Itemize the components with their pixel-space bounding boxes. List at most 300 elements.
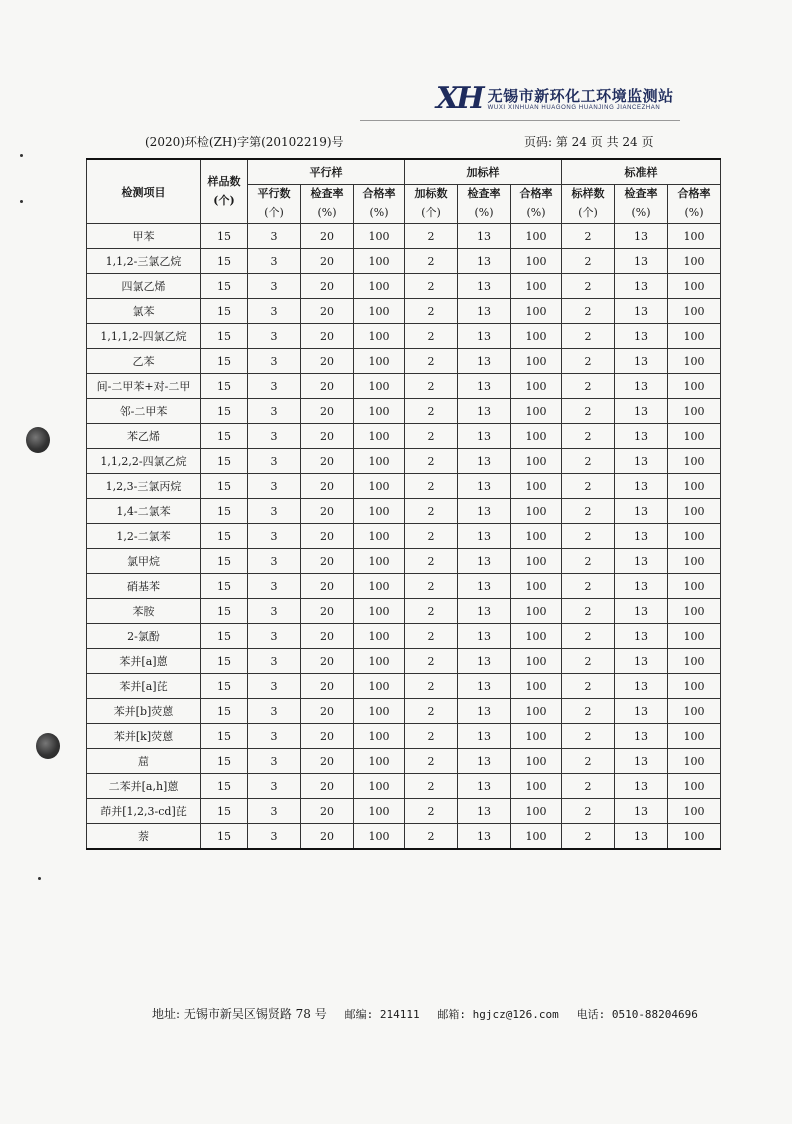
table-row — [87, 524, 721, 549]
cell-t-check: 13 — [615, 349, 668, 374]
cell-samples: 15 — [201, 549, 248, 574]
cell-p-count: 3 — [248, 474, 301, 499]
cell-t-count: 2 — [562, 774, 615, 799]
table-row — [87, 674, 721, 699]
cell-s-count: 2 — [405, 799, 458, 824]
cell-p-pass: 100 — [354, 274, 405, 299]
cell-p-check: 20 — [301, 424, 354, 449]
cell-t-pass: 100 — [668, 574, 721, 599]
cell-s-check: 13 — [458, 624, 511, 649]
table-row — [87, 824, 721, 850]
cell-t-pass: 100 — [668, 274, 721, 299]
header-label: 合格率 — [677, 187, 711, 200]
cell-s-check: 13 — [458, 699, 511, 724]
table-row — [87, 324, 721, 349]
cell-p-check: 20 — [301, 699, 354, 724]
cell-item: 1,4-二氯苯 — [87, 499, 201, 524]
cell-s-check: 13 — [458, 549, 511, 574]
header-parallel-pass — [354, 185, 405, 224]
cell-item: 二苯并[a,h]蒽 — [87, 774, 201, 799]
table-row — [87, 399, 721, 424]
footer-phone: 电话: 0510-88204696 — [576, 1008, 698, 1021]
cell-item: 茚并[1,2,3-cd]芘 — [87, 799, 201, 824]
cell-samples: 15 — [201, 524, 248, 549]
header-label: 检查率 — [310, 187, 344, 200]
punch-hole — [36, 733, 60, 759]
table-row — [87, 549, 721, 574]
cell-p-check: 20 — [301, 574, 354, 599]
cell-samples: 15 — [201, 574, 248, 599]
table-row — [87, 474, 721, 499]
cell-t-count: 2 — [562, 799, 615, 824]
cell-s-count: 2 — [405, 499, 458, 524]
cell-t-pass: 100 — [668, 324, 721, 349]
cell-t-check: 13 — [615, 274, 668, 299]
cell-t-check: 13 — [615, 799, 668, 824]
cell-s-check: 13 — [458, 349, 511, 374]
scan-speck — [20, 154, 23, 157]
table-row — [87, 624, 721, 649]
cell-p-check: 20 — [301, 724, 354, 749]
cell-p-check: 20 — [301, 649, 354, 674]
cell-t-check: 13 — [615, 374, 668, 399]
table-body — [87, 224, 721, 850]
logo-mark: XH — [436, 81, 482, 116]
cell-item: 间-二甲苯+对-二甲 — [87, 374, 201, 399]
cell-samples: 15 — [201, 449, 248, 474]
cell-s-check: 13 — [458, 774, 511, 799]
scan-speck — [38, 877, 41, 880]
cell-p-pass: 100 — [354, 249, 405, 274]
cell-t-pass: 100 — [668, 474, 721, 499]
footer-postcode: 邮编: 214111 — [344, 1008, 420, 1021]
cell-s-count: 2 — [405, 599, 458, 624]
cell-s-pass: 100 — [511, 724, 562, 749]
cell-p-check: 20 — [301, 599, 354, 624]
table-row — [87, 599, 721, 624]
cell-t-check: 13 — [615, 449, 668, 474]
cell-samples: 15 — [201, 799, 248, 824]
table-row — [87, 799, 721, 824]
header-parallel-count — [248, 185, 301, 224]
cell-s-count: 2 — [405, 549, 458, 574]
cell-s-count: 2 — [405, 299, 458, 324]
cell-s-check: 13 — [458, 424, 511, 449]
table-row — [87, 574, 721, 599]
cell-t-check: 13 — [615, 599, 668, 624]
cell-t-check: 13 — [615, 399, 668, 424]
cell-samples: 15 — [201, 249, 248, 274]
cell-t-count: 2 — [562, 624, 615, 649]
table-row — [87, 749, 721, 774]
cell-s-pass: 100 — [511, 299, 562, 324]
cell-t-pass: 100 — [668, 449, 721, 474]
cell-p-pass: 100 — [354, 324, 405, 349]
cell-t-count: 2 — [562, 324, 615, 349]
cell-t-check: 13 — [615, 324, 668, 349]
cell-item: 苯并[b]荧蒽 — [87, 699, 201, 724]
cell-p-count: 3 — [248, 724, 301, 749]
cell-s-count: 2 — [405, 824, 458, 850]
cell-p-pass: 100 — [354, 399, 405, 424]
cell-item: 1,2-二氯苯 — [87, 524, 201, 549]
cell-p-count: 3 — [248, 399, 301, 424]
cell-s-check: 13 — [458, 224, 511, 249]
cell-t-count: 2 — [562, 649, 615, 674]
cell-p-pass: 100 — [354, 299, 405, 324]
cell-s-pass: 100 — [511, 499, 562, 524]
cell-s-pass: 100 — [511, 249, 562, 274]
cell-t-pass: 100 — [668, 749, 721, 774]
cell-samples: 15 — [201, 724, 248, 749]
cell-t-pass: 100 — [668, 424, 721, 449]
cell-t-check: 13 — [615, 674, 668, 699]
cell-p-pass: 100 — [354, 474, 405, 499]
cell-p-check: 20 — [301, 774, 354, 799]
cell-t-pass: 100 — [668, 599, 721, 624]
org-logo — [436, 81, 674, 116]
cell-p-check: 20 — [301, 324, 354, 349]
cell-p-check: 20 — [301, 349, 354, 374]
cell-t-count: 2 — [562, 449, 615, 474]
header-parallel-group: 平行样 — [248, 159, 405, 185]
cell-s-pass: 100 — [511, 524, 562, 549]
cell-s-count: 2 — [405, 374, 458, 399]
header-samples — [201, 159, 248, 224]
cell-p-pass: 100 — [354, 624, 405, 649]
cell-t-count: 2 — [562, 224, 615, 249]
cell-t-pass: 100 — [668, 724, 721, 749]
cell-samples: 15 — [201, 599, 248, 624]
logo-text — [488, 87, 674, 111]
cell-item: 2-氯酚 — [87, 624, 201, 649]
table-row — [87, 374, 721, 399]
cell-s-check: 13 — [458, 324, 511, 349]
cell-p-count: 3 — [248, 574, 301, 599]
cell-p-count: 3 — [248, 499, 301, 524]
cell-p-count: 3 — [248, 699, 301, 724]
cell-p-count: 3 — [248, 774, 301, 799]
cell-p-count: 3 — [248, 599, 301, 624]
cell-p-count: 3 — [248, 299, 301, 324]
cell-item: 苯并[a]芘 — [87, 674, 201, 699]
cell-p-count: 3 — [248, 224, 301, 249]
cell-s-count: 2 — [405, 274, 458, 299]
cell-s-count: 2 — [405, 524, 458, 549]
cell-p-pass: 100 — [354, 424, 405, 449]
cell-s-check: 13 — [458, 799, 511, 824]
cell-samples: 15 — [201, 499, 248, 524]
cell-s-pass: 100 — [511, 549, 562, 574]
header-unit: (%) — [631, 206, 651, 219]
cell-t-check: 13 — [615, 299, 668, 324]
cell-t-count: 2 — [562, 374, 615, 399]
cell-s-count: 2 — [405, 574, 458, 599]
cell-s-check: 13 — [458, 599, 511, 624]
cell-p-check: 20 — [301, 299, 354, 324]
cell-p-pass: 100 — [354, 749, 405, 774]
cell-s-check: 13 — [458, 649, 511, 674]
cell-samples: 15 — [201, 674, 248, 699]
cell-t-pass: 100 — [668, 524, 721, 549]
cell-t-pass: 100 — [668, 799, 721, 824]
cell-item: 邻-二甲苯 — [87, 399, 201, 424]
cell-p-count: 3 — [248, 349, 301, 374]
header-spiked-count — [405, 185, 458, 224]
cell-p-pass: 100 — [354, 674, 405, 699]
punch-hole — [26, 427, 50, 453]
cell-p-count: 3 — [248, 374, 301, 399]
header-label: 检查率 — [624, 187, 658, 200]
cell-s-check: 13 — [458, 674, 511, 699]
cell-s-check: 13 — [458, 724, 511, 749]
table-row — [87, 449, 721, 474]
header-standard-count — [562, 185, 615, 224]
cell-samples: 15 — [201, 399, 248, 424]
cell-t-pass: 100 — [668, 649, 721, 674]
footer-address: 地址: 无锡市新吴区锡贤路 78 号 — [152, 1007, 327, 1021]
cell-t-pass: 100 — [668, 824, 721, 850]
cell-s-pass: 100 — [511, 324, 562, 349]
cell-item: 硝基苯 — [87, 574, 201, 599]
cell-t-check: 13 — [615, 649, 668, 674]
cell-s-count: 2 — [405, 699, 458, 724]
cell-item: 四氯乙烯 — [87, 274, 201, 299]
cell-item: 乙苯 — [87, 349, 201, 374]
cell-s-pass: 100 — [511, 349, 562, 374]
table-row — [87, 699, 721, 724]
scan-speck — [20, 200, 23, 203]
cell-item: 苯并[a]蒽 — [87, 649, 201, 674]
table-row — [87, 299, 721, 324]
cell-samples: 15 — [201, 474, 248, 499]
cell-t-pass: 100 — [668, 299, 721, 324]
cell-t-check: 13 — [615, 624, 668, 649]
cell-s-pass: 100 — [511, 399, 562, 424]
header-label: 加标数 — [414, 187, 448, 200]
cell-t-count: 2 — [562, 499, 615, 524]
cell-s-pass: 100 — [511, 474, 562, 499]
cell-t-check: 13 — [615, 249, 668, 274]
cell-s-count: 2 — [405, 674, 458, 699]
cell-p-count: 3 — [248, 624, 301, 649]
cell-s-check: 13 — [458, 374, 511, 399]
header-label: 检查率 — [467, 187, 501, 200]
header-unit: (%) — [684, 206, 704, 219]
cell-t-pass: 100 — [668, 549, 721, 574]
cell-samples: 15 — [201, 624, 248, 649]
cell-p-check: 20 — [301, 449, 354, 474]
cell-s-count: 2 — [405, 399, 458, 424]
cell-samples: 15 — [201, 374, 248, 399]
header-standard-pass — [668, 185, 721, 224]
cell-t-pass: 100 — [668, 249, 721, 274]
cell-s-count: 2 — [405, 224, 458, 249]
cell-s-pass: 100 — [511, 424, 562, 449]
cell-p-check: 20 — [301, 474, 354, 499]
cell-t-pass: 100 — [668, 349, 721, 374]
cell-t-count: 2 — [562, 299, 615, 324]
cell-p-pass: 100 — [354, 774, 405, 799]
cell-t-count: 2 — [562, 599, 615, 624]
header-standard-group: 标准样 — [562, 159, 721, 185]
cell-s-pass: 100 — [511, 624, 562, 649]
table-row — [87, 249, 721, 274]
cell-p-pass: 100 — [354, 549, 405, 574]
header-unit: (%) — [474, 206, 494, 219]
footer-email: 邮箱: hgjcz@126.com — [437, 1008, 559, 1021]
cell-t-count: 2 — [562, 674, 615, 699]
cell-item: 苯并[k]荧蒽 — [87, 724, 201, 749]
cell-t-count: 2 — [562, 724, 615, 749]
cell-s-check: 13 — [458, 274, 511, 299]
cell-s-pass: 100 — [511, 649, 562, 674]
header-unit: (个) — [578, 206, 598, 219]
cell-s-check: 13 — [458, 399, 511, 424]
cell-p-count: 3 — [248, 249, 301, 274]
table-row — [87, 499, 721, 524]
cell-p-check: 20 — [301, 824, 354, 850]
cell-s-pass: 100 — [511, 699, 562, 724]
cell-p-count: 3 — [248, 749, 301, 774]
cell-s-pass: 100 — [511, 374, 562, 399]
cell-p-count: 3 — [248, 524, 301, 549]
cell-p-check: 20 — [301, 399, 354, 424]
cell-s-count: 2 — [405, 774, 458, 799]
cell-t-check: 13 — [615, 824, 668, 850]
cell-p-check: 20 — [301, 549, 354, 574]
cell-item: 1,1,2-三氯乙烷 — [87, 249, 201, 274]
header-samples-label: 样品数 — [207, 174, 241, 188]
header-label: 平行数 — [257, 187, 291, 200]
header-spiked-check — [458, 185, 511, 224]
cell-p-check: 20 — [301, 274, 354, 299]
org-name-cn: 无锡市新环化工环境监测站 — [487, 87, 674, 105]
cell-t-pass: 100 — [668, 399, 721, 424]
cell-s-count: 2 — [405, 749, 458, 774]
cell-s-pass: 100 — [511, 674, 562, 699]
cell-t-check: 13 — [615, 574, 668, 599]
cell-s-pass: 100 — [511, 799, 562, 824]
cell-p-pass: 100 — [354, 574, 405, 599]
cell-p-pass: 100 — [354, 224, 405, 249]
cell-p-check: 20 — [301, 249, 354, 274]
header-unit: (%) — [317, 206, 337, 219]
cell-p-count: 3 — [248, 424, 301, 449]
cell-t-count: 2 — [562, 274, 615, 299]
cell-s-count: 2 — [405, 424, 458, 449]
cell-s-pass: 100 — [511, 449, 562, 474]
footer-contact — [152, 1005, 712, 1022]
cell-s-count: 2 — [405, 724, 458, 749]
cell-p-check: 20 — [301, 749, 354, 774]
cell-s-pass: 100 — [511, 574, 562, 599]
cell-samples: 15 — [201, 824, 248, 850]
cell-p-count: 3 — [248, 549, 301, 574]
cell-p-pass: 100 — [354, 824, 405, 850]
cell-p-pass: 100 — [354, 699, 405, 724]
cell-s-pass: 100 — [511, 749, 562, 774]
cell-p-count: 3 — [248, 274, 301, 299]
cell-t-pass: 100 — [668, 774, 721, 799]
cell-item: 苯乙烯 — [87, 424, 201, 449]
cell-t-check: 13 — [615, 549, 668, 574]
cell-t-check: 13 — [615, 774, 668, 799]
cell-t-check: 13 — [615, 749, 668, 774]
cell-s-count: 2 — [405, 249, 458, 274]
cell-p-pass: 100 — [354, 649, 405, 674]
cell-t-count: 2 — [562, 824, 615, 850]
cell-t-check: 13 — [615, 424, 668, 449]
cell-p-pass: 100 — [354, 599, 405, 624]
cell-p-count: 3 — [248, 799, 301, 824]
header-standard-check — [615, 185, 668, 224]
cell-samples: 15 — [201, 299, 248, 324]
cell-p-count: 3 — [248, 649, 301, 674]
cell-t-check: 13 — [615, 699, 668, 724]
cell-s-check: 13 — [458, 449, 511, 474]
header-parallel-check — [301, 185, 354, 224]
cell-p-pass: 100 — [354, 499, 405, 524]
header-spiked-group: 加标样 — [405, 159, 562, 185]
cell-t-count: 2 — [562, 399, 615, 424]
cell-samples: 15 — [201, 774, 248, 799]
cell-samples: 15 — [201, 324, 248, 349]
table-row — [87, 774, 721, 799]
cell-s-pass: 100 — [511, 824, 562, 850]
cell-p-check: 20 — [301, 624, 354, 649]
cell-p-check: 20 — [301, 524, 354, 549]
cell-item: 1,1,1,2-四氯乙烷 — [87, 324, 201, 349]
cell-p-count: 3 — [248, 674, 301, 699]
table-row — [87, 724, 721, 749]
cell-item: 1,2,3-三氯丙烷 — [87, 474, 201, 499]
cell-s-count: 2 — [405, 624, 458, 649]
cell-samples: 15 — [201, 274, 248, 299]
cell-t-check: 13 — [615, 724, 668, 749]
cell-t-pass: 100 — [668, 499, 721, 524]
cell-t-count: 2 — [562, 249, 615, 274]
cell-t-count: 2 — [562, 749, 615, 774]
cell-t-pass: 100 — [668, 624, 721, 649]
header-item: 检测项目 — [87, 159, 201, 224]
cell-t-check: 13 — [615, 474, 668, 499]
cell-s-count: 2 — [405, 474, 458, 499]
cell-t-count: 2 — [562, 424, 615, 449]
cell-s-check: 13 — [458, 299, 511, 324]
cell-p-check: 20 — [301, 674, 354, 699]
cell-item: 氯苯 — [87, 299, 201, 324]
table-row — [87, 649, 721, 674]
header-unit: (个) — [264, 206, 284, 219]
header-unit: (%) — [369, 206, 389, 219]
header-unit: (个) — [421, 206, 441, 219]
cell-s-pass: 100 — [511, 774, 562, 799]
cell-p-count: 3 — [248, 449, 301, 474]
quality-control-table — [86, 158, 721, 850]
cell-p-pass: 100 — [354, 524, 405, 549]
cell-t-pass: 100 — [668, 699, 721, 724]
cell-s-count: 2 — [405, 449, 458, 474]
cell-item: 萘 — [87, 824, 201, 850]
table-row — [87, 424, 721, 449]
cell-item: 1,1,2,2-四氯乙烷 — [87, 449, 201, 474]
cell-samples: 15 — [201, 699, 248, 724]
page-number: 页码: 第 24 页 共 24 页 — [524, 135, 654, 149]
cell-t-count: 2 — [562, 549, 615, 574]
cell-s-check: 13 — [458, 474, 511, 499]
cell-t-pass: 100 — [668, 224, 721, 249]
